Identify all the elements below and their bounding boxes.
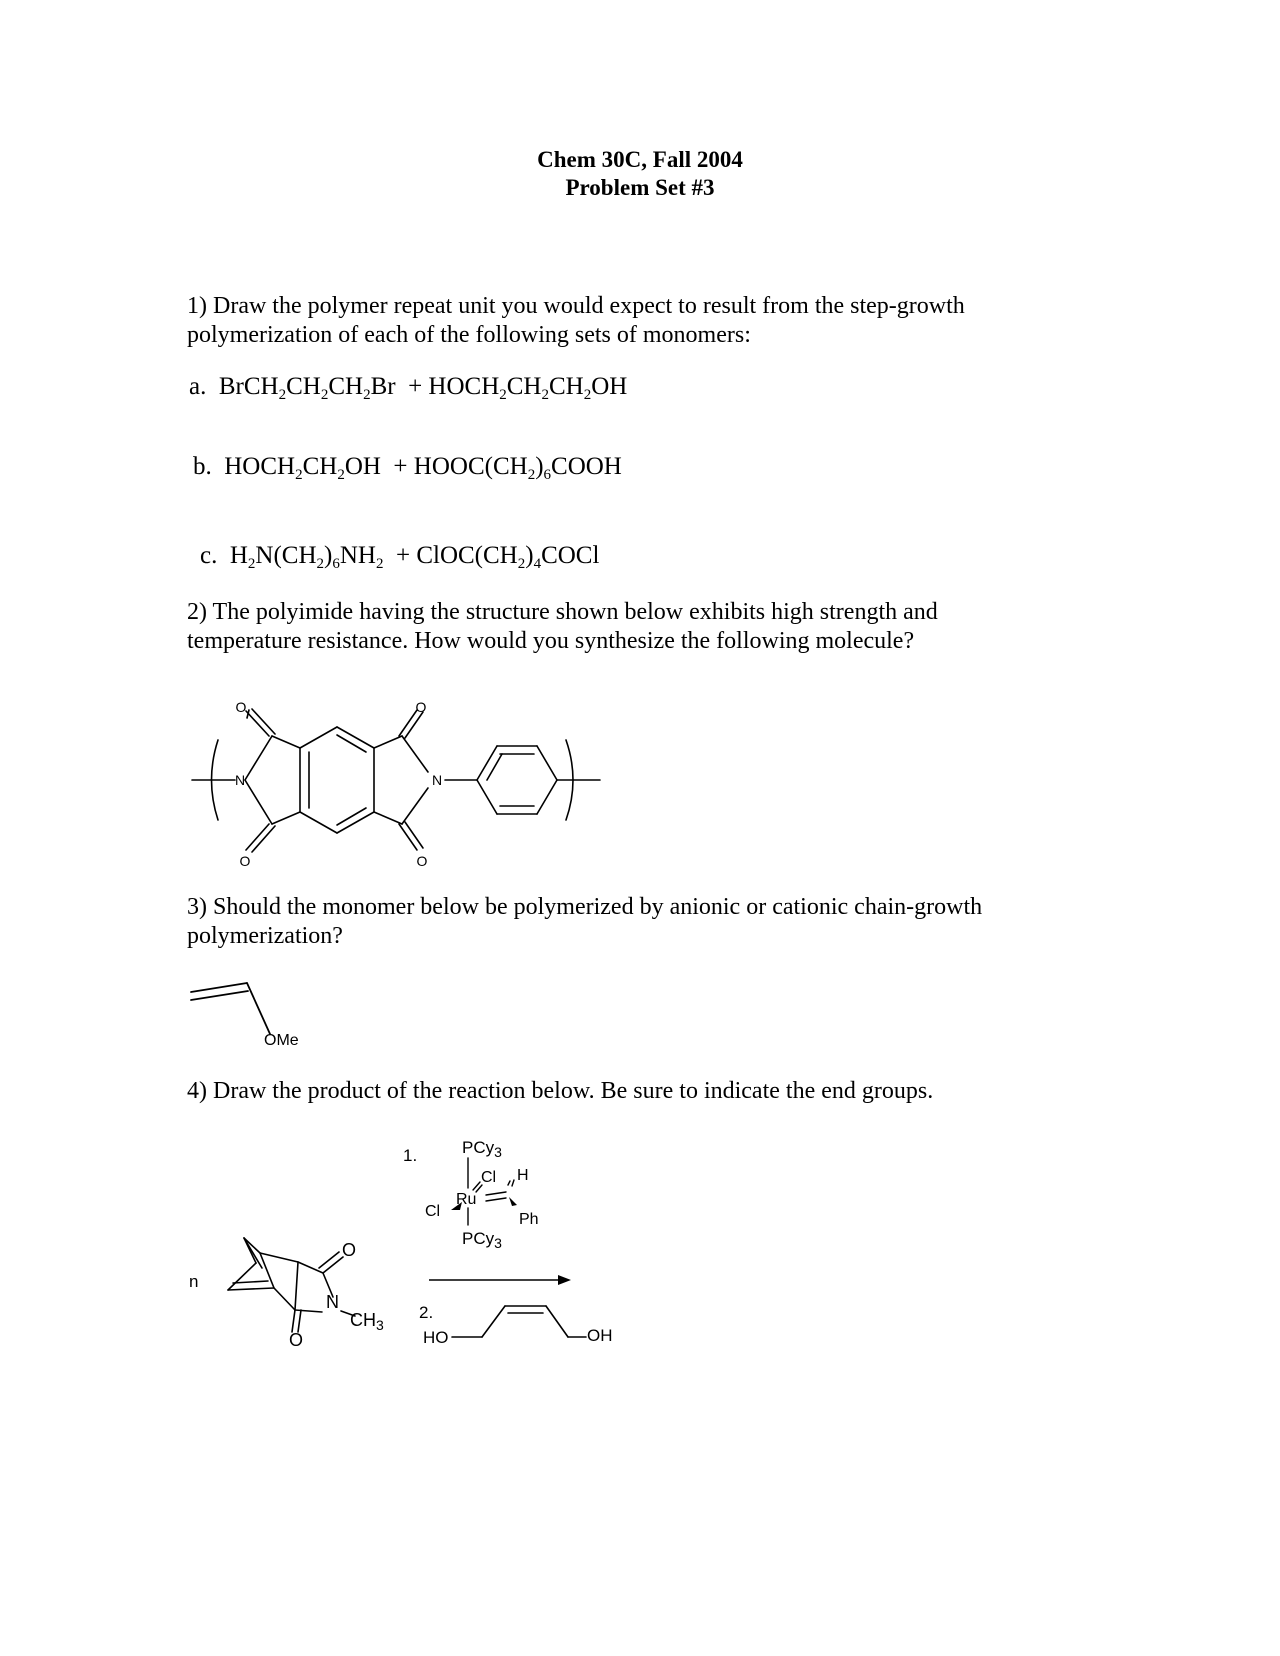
pcy3-bottom-sub: 3	[494, 1235, 502, 1251]
double-bond	[228, 1288, 274, 1290]
formula-text: CH	[548, 373, 584, 400]
bond	[260, 1253, 274, 1288]
bond-hash	[512, 1180, 514, 1186]
h-atom: H	[517, 1167, 529, 1184]
subscript: 4	[533, 556, 542, 572]
double-bond	[292, 1310, 295, 1332]
question-2-line-2: temperature resistance. How would you synthesize the following molecule?	[187, 628, 915, 654]
part-a-label: a.	[189, 373, 207, 400]
part-c-label: c.	[200, 542, 218, 569]
n-label: n	[189, 1272, 199, 1291]
atom-n: N	[326, 1292, 339, 1312]
cl-left: Cl	[425, 1203, 441, 1220]
double-bond	[298, 1310, 301, 1332]
subscript: 2	[583, 387, 592, 403]
methyl-sub: 3	[376, 1317, 384, 1333]
substituent-ome: OMe	[264, 1032, 299, 1049]
subscript: 2	[527, 467, 536, 483]
ho-group: HO	[423, 1328, 449, 1347]
formula-text: + ClOC(CH	[383, 542, 518, 569]
atom-o: O	[289, 1330, 304, 1350]
ru-atom: Ru	[456, 1191, 477, 1208]
pcy3-bottom-text: PCy	[462, 1229, 495, 1248]
question-1-line-1: 1) Draw the polymer repeat unit you would expect to result from the step-growth	[187, 293, 965, 319]
subscript: 2	[517, 556, 526, 572]
formula-text: BrCH	[218, 373, 279, 400]
page-title: Chem 30C, Fall 2004	[537, 147, 743, 172]
reaction-arrowhead	[558, 1275, 571, 1285]
formula-text: N(CH	[255, 542, 317, 569]
pcy3-top-text: PCy	[462, 1138, 495, 1157]
cl-top: Cl	[481, 1169, 497, 1186]
pcy3-bottom	[462, 1229, 502, 1251]
bond	[274, 1288, 295, 1310]
double-bond	[233, 1281, 268, 1283]
bond	[295, 1262, 298, 1310]
wedge-bond	[509, 1197, 517, 1206]
double-bond	[486, 1198, 506, 1201]
atom-o: O	[235, 699, 247, 715]
atom-o: O	[239, 853, 251, 869]
atom-o: O	[342, 1240, 357, 1260]
subscript: 2	[247, 556, 256, 572]
subscript: 2	[363, 387, 371, 403]
bond	[546, 1306, 568, 1337]
pcy3-top	[462, 1138, 502, 1160]
double-bond	[486, 1192, 506, 1195]
bond	[482, 1306, 505, 1337]
formula-text: H	[229, 542, 248, 569]
formula-text: COOH	[551, 453, 622, 480]
subscript: 2	[295, 467, 303, 483]
subscript: 2	[337, 467, 345, 483]
formula-text: NH	[339, 542, 376, 569]
bond	[295, 1310, 322, 1312]
subscript: 2	[316, 556, 325, 572]
atom-o: O	[416, 853, 428, 869]
double-bond	[323, 1257, 343, 1273]
question-3-line-2: polymerization?	[187, 923, 343, 949]
bond-hash	[508, 1181, 510, 1185]
atom-n: N	[234, 772, 246, 788]
formula-text: )	[324, 542, 333, 569]
oh-group: OH	[587, 1326, 613, 1345]
formula-text: Br + HOCH	[370, 373, 500, 400]
formula-text: CH	[328, 373, 364, 400]
formula-text: COCl	[541, 542, 600, 569]
question-1-line-2: polymerization of each of the following sets of monomers:	[187, 322, 751, 348]
subscript: 6	[543, 467, 552, 483]
formula-text: )	[535, 453, 544, 480]
formula-text: CH	[302, 453, 338, 480]
double-bond	[319, 1252, 339, 1268]
subscript: 2	[278, 387, 287, 403]
formula-text: OH	[591, 373, 628, 400]
atom-n: N	[431, 772, 443, 788]
step-1-label: 1.	[403, 1146, 418, 1165]
ph-group: Ph	[519, 1211, 539, 1228]
atom-o: O	[415, 699, 427, 715]
subscript: 6	[332, 556, 340, 572]
subscript: 2	[320, 387, 329, 403]
pcy3-top-sub: 3	[494, 1144, 502, 1160]
subscript: 2	[499, 387, 507, 403]
part-b-label: b.	[193, 453, 212, 480]
bond	[228, 1263, 256, 1290]
formula-text: OH + HOOC(CH	[344, 453, 528, 480]
page-subtitle: Problem Set #3	[565, 175, 715, 200]
question-3-line-1: 3) Should the monomer below be polymerized by anionic or cationic chain-growth	[187, 894, 983, 920]
formula-text: CH	[506, 373, 542, 400]
question-2-line-1: 2) The polyimide having the structure shown below exhibits high strength and	[187, 599, 938, 625]
subscript: 2	[375, 556, 384, 572]
methyl-group	[350, 1310, 384, 1333]
formula-text: CH	[286, 373, 321, 400]
subscript: 2	[541, 387, 549, 403]
bond	[260, 1253, 298, 1262]
formula-text: HOCH	[224, 453, 296, 480]
formula-text: )	[525, 542, 534, 569]
question-4-line-1: 4) Draw the product of the reaction below. Be sure to indicate the end groups.	[187, 1078, 934, 1104]
methyl-ch: CH	[350, 1310, 376, 1330]
step-2-label: 2.	[419, 1303, 434, 1322]
